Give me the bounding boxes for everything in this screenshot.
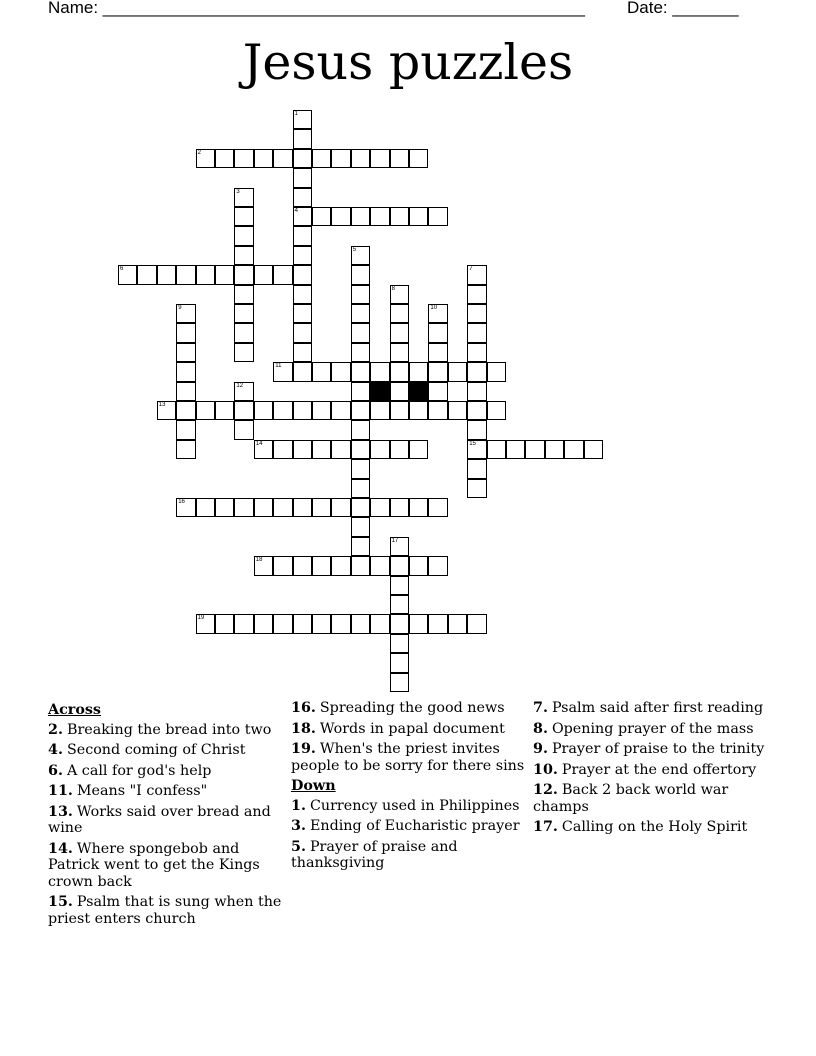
crossword-cell[interactable] xyxy=(312,498,331,517)
crossword-cell[interactable] xyxy=(234,323,253,342)
clue-number: 9. xyxy=(533,741,548,757)
crossword-cell[interactable] xyxy=(234,304,253,323)
clue-number-label: 13 xyxy=(158,402,166,408)
crossword-cell[interactable] xyxy=(545,440,564,459)
crossword-cell[interactable] xyxy=(118,265,137,284)
crossword-cell[interactable] xyxy=(351,440,370,459)
crossword-cell[interactable] xyxy=(487,440,506,459)
crossword-cell[interactable] xyxy=(293,149,312,168)
clue-number-label: 8 xyxy=(391,285,395,292)
crossword-cell[interactable] xyxy=(584,440,603,459)
crossword-cell[interactable] xyxy=(409,207,428,226)
clue-text: Opening prayer of the mass xyxy=(551,720,754,737)
crossword-cell[interactable] xyxy=(428,343,447,362)
crossword-cell[interactable] xyxy=(254,440,273,459)
clue-number: 1. xyxy=(291,797,306,814)
across-heading: Across xyxy=(48,702,101,718)
crossword-cell[interactable] xyxy=(273,149,292,168)
crossword-cell[interactable] xyxy=(448,362,467,381)
clue-number: 8. xyxy=(533,720,548,737)
crossword-cell[interactable] xyxy=(234,149,253,168)
crossword-cell[interactable] xyxy=(293,498,312,517)
clue-text: Psalm said after first reading xyxy=(551,700,764,716)
clue-number: 3. xyxy=(291,818,306,834)
crossword-cell[interactable] xyxy=(467,323,486,342)
crossword-cell[interactable] xyxy=(312,556,331,575)
clue-number-label: 1 xyxy=(294,111,298,117)
clue-item xyxy=(48,783,284,800)
crossword-cell[interactable] xyxy=(196,498,215,517)
crossword-cell[interactable] xyxy=(215,265,234,284)
crossword-cell[interactable] xyxy=(390,382,409,401)
clue-number-label: 18 xyxy=(255,557,263,564)
crossword-cell[interactable] xyxy=(331,149,350,168)
clue-text: Breaking the bread into two xyxy=(66,721,272,738)
crossword-cell[interactable] xyxy=(487,401,506,420)
crossword-cell[interactable] xyxy=(409,401,428,420)
crossword-cell[interactable] xyxy=(390,556,409,575)
crossword-cell[interactable] xyxy=(176,420,195,439)
crossword-cell[interactable] xyxy=(215,149,234,168)
crossword-cell[interactable] xyxy=(525,440,544,459)
crossword-cell[interactable] xyxy=(254,149,273,168)
crossword-cell[interactable] xyxy=(390,323,409,342)
crossword-cell[interactable] xyxy=(351,479,370,498)
crossword-cell[interactable] xyxy=(273,362,292,381)
clue-text: Words in papal document xyxy=(319,720,505,737)
crossword-cell[interactable] xyxy=(467,343,486,362)
crossword-cell[interactable] xyxy=(428,614,447,633)
crossword-cell[interactable] xyxy=(351,149,370,168)
clue-text: Means "I confess" xyxy=(76,783,208,799)
clue-number: 2. xyxy=(48,721,63,738)
clue-number: 12. xyxy=(533,782,558,798)
crossword-cell[interactable] xyxy=(351,343,370,362)
crossword-cell[interactable] xyxy=(370,207,389,226)
crossword-cell[interactable] xyxy=(390,207,409,226)
crossword-cell[interactable] xyxy=(506,440,525,459)
crossword-cell[interactable] xyxy=(215,401,234,420)
crossword-cell[interactable] xyxy=(293,304,312,323)
crossword-cell[interactable] xyxy=(351,401,370,420)
crossword-cell[interactable] xyxy=(312,207,331,226)
date-field-label[interactable]: Date: _______ xyxy=(627,0,739,17)
clue-number-label: 14 xyxy=(255,440,263,447)
clue-item xyxy=(291,839,527,872)
crossword-cell[interactable] xyxy=(467,362,486,381)
clue-item xyxy=(533,700,769,717)
clue-item xyxy=(291,721,527,738)
clue-number: 16. xyxy=(291,700,316,716)
clue-number: 14. xyxy=(48,840,73,857)
crossword-cell[interactable] xyxy=(293,614,312,633)
clue-number-label: 6 xyxy=(120,266,124,273)
crossword-cell[interactable] xyxy=(254,265,273,284)
crossword-cell[interactable] xyxy=(390,343,409,362)
crossword-cell[interactable] xyxy=(409,614,428,633)
crossword-cell[interactable] xyxy=(370,401,389,420)
crossword-cell[interactable] xyxy=(331,207,350,226)
crossword-cell[interactable] xyxy=(428,401,447,420)
clue-number-label: 4 xyxy=(294,208,298,214)
clue-item xyxy=(291,798,527,815)
crossword-cell[interactable] xyxy=(312,362,331,381)
crossword-cell[interactable] xyxy=(390,673,409,692)
clue-number-label: 11 xyxy=(275,363,282,370)
crossword-cell[interactable] xyxy=(234,614,253,633)
crossword-cell[interactable] xyxy=(448,614,467,633)
crossword-cell[interactable] xyxy=(351,246,370,265)
clue-number: 19. xyxy=(291,741,316,757)
crossword-cell[interactable] xyxy=(234,420,253,439)
clue-number-label: 12 xyxy=(236,382,244,389)
crossword-cell[interactable] xyxy=(176,362,195,381)
clue-item xyxy=(291,818,527,835)
crossword-cell[interactable] xyxy=(293,323,312,342)
crossword-cell[interactable] xyxy=(176,401,195,420)
crossword-cell[interactable] xyxy=(273,614,292,633)
clue-number-label: 16 xyxy=(178,499,185,505)
clue-number: 7. xyxy=(533,700,548,716)
clue-item xyxy=(533,782,769,815)
crossword-cell[interactable] xyxy=(215,498,234,517)
crossword-cell[interactable] xyxy=(390,498,409,517)
crossword-cell[interactable] xyxy=(467,304,486,323)
crossword-cell[interactable] xyxy=(293,188,312,207)
crossword-cell[interactable] xyxy=(234,401,253,420)
crossword-cell[interactable] xyxy=(467,614,486,633)
clue-text: Second coming of Christ xyxy=(66,742,246,758)
clue-item xyxy=(291,741,527,774)
crossword-cell[interactable] xyxy=(390,576,409,595)
black-square xyxy=(370,382,389,401)
crossword-cell[interactable] xyxy=(196,401,215,420)
crossword-cell[interactable] xyxy=(196,149,215,168)
clue-number-label: 19 xyxy=(197,615,205,622)
crossword-cell[interactable] xyxy=(273,265,292,284)
crossword-cell[interactable] xyxy=(293,265,312,284)
crossword-cell[interactable] xyxy=(254,498,273,517)
crossword-cell[interactable] xyxy=(293,226,312,245)
crossword-cell[interactable] xyxy=(467,479,486,498)
crossword-cell[interactable] xyxy=(351,323,370,342)
clue-item xyxy=(291,700,527,717)
crossword-cell[interactable] xyxy=(351,207,370,226)
clue-number-label: 17 xyxy=(391,537,399,544)
clue-number: 4. xyxy=(48,742,63,758)
crossword-cell[interactable] xyxy=(467,440,486,459)
crossword-cell[interactable] xyxy=(428,362,447,381)
crossword-cell[interactable] xyxy=(390,149,409,168)
crossword-cell[interactable] xyxy=(293,207,312,226)
crossword-cell[interactable] xyxy=(370,362,389,381)
crossword-cell[interactable] xyxy=(351,420,370,439)
crossword-cell[interactable] xyxy=(409,362,428,381)
crossword-cell[interactable] xyxy=(390,401,409,420)
crossword-cell[interactable] xyxy=(370,556,389,575)
clue-number: 5. xyxy=(291,838,306,855)
clue-item xyxy=(48,841,284,891)
crossword-cell[interactable] xyxy=(293,129,312,148)
crossword-cell[interactable] xyxy=(331,362,350,381)
crossword-cell[interactable] xyxy=(487,362,506,381)
crossword-cell[interactable] xyxy=(234,498,253,517)
crossword-cell[interactable] xyxy=(351,556,370,575)
crossword-cell[interactable] xyxy=(331,401,350,420)
crossword-cell[interactable] xyxy=(273,498,292,517)
clue-item xyxy=(533,721,769,738)
clue-number: 15. xyxy=(48,894,73,910)
crossword-cell[interactable] xyxy=(176,440,195,459)
crossword-cell[interactable] xyxy=(564,440,583,459)
crossword-cell[interactable] xyxy=(176,382,195,401)
crossword-cell[interactable] xyxy=(467,265,486,284)
crossword-cell[interactable] xyxy=(351,265,370,284)
clue-column-3 xyxy=(533,700,769,840)
crossword-cell[interactable] xyxy=(390,537,409,556)
crossword-cell[interactable] xyxy=(234,265,253,284)
clue-text: Prayer of praise to the trinity xyxy=(551,741,765,757)
crossword-cell[interactable] xyxy=(157,265,176,284)
clue-text: Spreading the good news xyxy=(319,700,505,716)
crossword-cell[interactable] xyxy=(176,343,195,362)
clue-number: 17. xyxy=(533,819,558,835)
crossword-cell[interactable] xyxy=(273,401,292,420)
black-square xyxy=(409,382,428,401)
crossword-cell[interactable] xyxy=(312,440,331,459)
crossword-cell[interactable] xyxy=(409,498,428,517)
clue-number-label: 2 xyxy=(197,149,201,156)
clue-column-1 xyxy=(48,700,284,931)
crossword-cell[interactable] xyxy=(157,401,176,420)
clue-text: Currency used in Philippines xyxy=(309,797,520,814)
crossword-cell[interactable] xyxy=(428,207,447,226)
clue-text: Works said over bread and wine xyxy=(48,803,271,836)
crossword-cell[interactable] xyxy=(428,556,447,575)
crossword-cell[interactable] xyxy=(370,614,389,633)
crossword-cell[interactable] xyxy=(293,285,312,304)
crossword-cell[interactable] xyxy=(293,362,312,381)
clue-item xyxy=(48,894,284,927)
clue-text: Ending of Eucharistic prayer xyxy=(309,818,520,834)
clue-text: Calling on the Holy Spirit xyxy=(561,819,748,835)
clue-number: 13. xyxy=(48,803,73,820)
crossword-cell[interactable] xyxy=(351,285,370,304)
crossword-cell[interactable] xyxy=(215,614,234,633)
crossword-cell[interactable] xyxy=(467,420,486,439)
crossword-cell[interactable] xyxy=(176,323,195,342)
crossword-cell[interactable] xyxy=(234,226,253,245)
clue-item xyxy=(533,762,769,779)
crossword-cell[interactable] xyxy=(312,401,331,420)
crossword-cell[interactable] xyxy=(467,285,486,304)
crossword-cell[interactable] xyxy=(196,614,215,633)
crossword-cell[interactable] xyxy=(273,556,292,575)
clue-number-label: 7 xyxy=(469,266,473,273)
crossword-cell[interactable] xyxy=(390,304,409,323)
clue-text: Back 2 back world war champs xyxy=(533,782,729,815)
crossword-cell[interactable] xyxy=(467,401,486,420)
clue-item xyxy=(48,763,284,780)
crossword-cell[interactable] xyxy=(409,556,428,575)
crossword-cell[interactable] xyxy=(390,634,409,653)
page-title: Jesus puzzles xyxy=(242,34,574,91)
crossword-cell[interactable] xyxy=(176,265,195,284)
clue-number-label: 3 xyxy=(236,188,240,195)
crossword-cell[interactable] xyxy=(390,362,409,381)
crossword-cell[interactable] xyxy=(331,440,350,459)
crossword-cell[interactable] xyxy=(467,382,486,401)
crossword-cell[interactable] xyxy=(390,285,409,304)
crossword-cell[interactable] xyxy=(234,246,253,265)
crossword-cell[interactable] xyxy=(293,556,312,575)
crossword-cell[interactable] xyxy=(428,382,447,401)
crossword-cell[interactable] xyxy=(234,382,253,401)
crossword-cell[interactable] xyxy=(293,110,312,129)
crossword-cell[interactable] xyxy=(293,168,312,187)
crossword-cell[interactable] xyxy=(293,343,312,362)
clue-text: Prayer of praise and thanksgiving xyxy=(291,838,458,871)
crossword-cell[interactable] xyxy=(390,653,409,672)
crossword-cell[interactable] xyxy=(234,188,253,207)
clue-item xyxy=(48,742,284,759)
crossword-cell[interactable] xyxy=(351,537,370,556)
clue-item xyxy=(48,804,284,837)
crossword-cell[interactable] xyxy=(331,498,350,517)
clue-number-label: 5 xyxy=(352,246,357,253)
clue-number: 6. xyxy=(48,762,63,779)
crossword-cell[interactable] xyxy=(254,614,273,633)
down-heading: Down xyxy=(291,778,336,794)
crossword-cell[interactable] xyxy=(293,440,312,459)
crossword-cell[interactable] xyxy=(448,401,467,420)
crossword-cell[interactable] xyxy=(351,304,370,323)
clue-item xyxy=(533,819,769,836)
crossword-cell[interactable] xyxy=(234,207,253,226)
crossword-cell[interactable] xyxy=(351,517,370,536)
clue-text: Psalm that is sung when the priest enters church xyxy=(48,894,282,927)
crossword-cell[interactable] xyxy=(428,498,447,517)
crossword-cell[interactable] xyxy=(273,440,292,459)
crossword-cell[interactable] xyxy=(351,614,370,633)
crossword-cell[interactable] xyxy=(351,362,370,381)
clue-text: When's the priest invites people to be sorry for there sins xyxy=(291,741,525,774)
crossword-cell[interactable] xyxy=(331,556,350,575)
crossword-cell[interactable] xyxy=(351,498,370,517)
name-field-label[interactable]: Name: ___________________________________________________ xyxy=(48,0,585,17)
crossword-cell[interactable] xyxy=(331,614,350,633)
clue-number-label: 9 xyxy=(178,305,182,311)
crossword-cell[interactable] xyxy=(234,285,253,304)
crossword-cell[interactable] xyxy=(370,498,389,517)
clue-number-label: 15 xyxy=(469,440,476,447)
crossword-cell[interactable] xyxy=(351,382,370,401)
crossword-cell[interactable] xyxy=(312,149,331,168)
crossword-cell[interactable] xyxy=(390,440,409,459)
crossword-cell[interactable] xyxy=(196,265,215,284)
crossword-cell[interactable] xyxy=(351,459,370,478)
clue-number: 10. xyxy=(533,761,558,778)
crossword-cell[interactable] xyxy=(176,304,195,323)
clue-column-2 xyxy=(291,700,527,876)
crossword-cell[interactable] xyxy=(176,498,195,517)
crossword-cell[interactable] xyxy=(370,149,389,168)
crossword-cell[interactable] xyxy=(409,440,428,459)
crossword-cell[interactable] xyxy=(234,343,253,362)
crossword-cell[interactable] xyxy=(254,401,273,420)
clue-text: Prayer at the end offertory xyxy=(561,761,757,778)
clue-item xyxy=(48,722,284,739)
clue-number: 11. xyxy=(48,783,73,799)
crossword-cell[interactable] xyxy=(370,440,389,459)
crossword-cell[interactable] xyxy=(467,459,486,478)
crossword-cell[interactable] xyxy=(428,304,447,323)
crossword-cell[interactable] xyxy=(293,246,312,265)
clue-number: 18. xyxy=(291,720,316,737)
clue-item xyxy=(533,741,769,758)
clue-text: A call for god's help xyxy=(66,762,212,779)
clue-number-label: 10 xyxy=(430,305,438,311)
crossword-cell[interactable] xyxy=(428,323,447,342)
crossword-cell[interactable] xyxy=(409,149,428,168)
clue-text: Where spongebob and Patrick went to get the Kings crown back xyxy=(48,840,260,890)
crossword-cell[interactable] xyxy=(293,401,312,420)
crossword-cell[interactable] xyxy=(312,614,331,633)
crossword-cell[interactable] xyxy=(390,614,409,633)
crossword-cell[interactable] xyxy=(254,556,273,575)
crossword-cell[interactable] xyxy=(137,265,156,284)
crossword-cell[interactable] xyxy=(390,595,409,614)
